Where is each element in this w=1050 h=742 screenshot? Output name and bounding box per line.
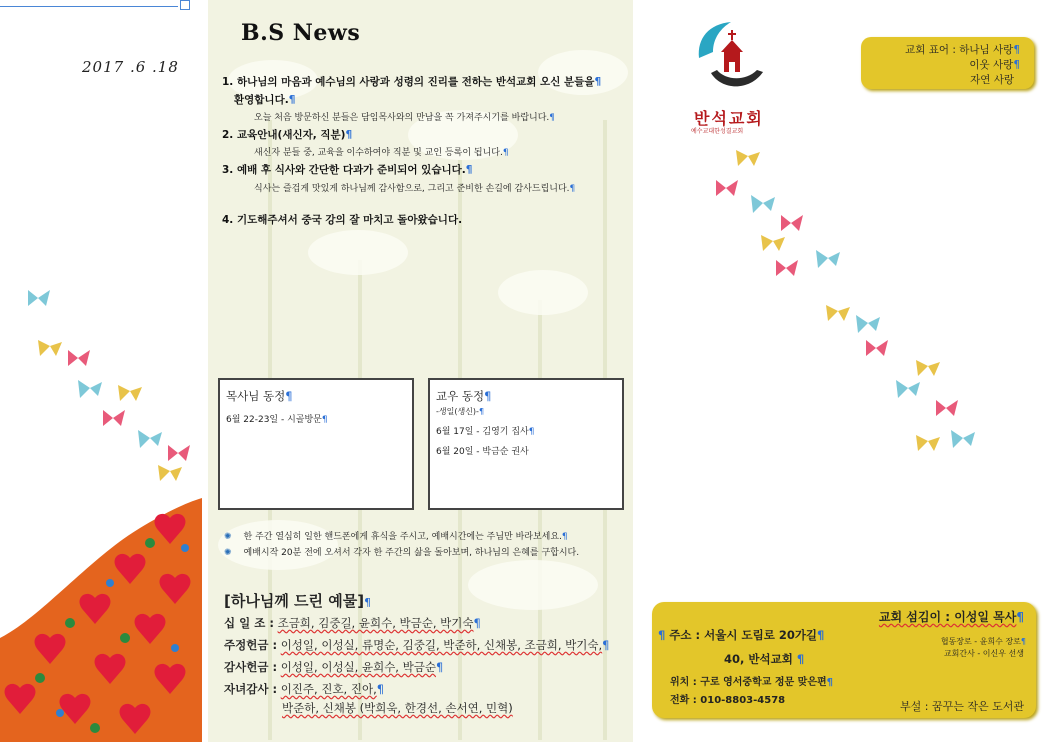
pastor-news-item: 6월 22-23일 - 시골방문¶ [226,415,328,425]
offering-row: 자녀감사 : 이진주, 진호, 진아,¶ [224,682,385,696]
members-news-title: 교우 동정¶ [436,389,492,403]
left-panel [0,0,205,742]
asterisk-bullet-icon: ✺ [224,532,232,542]
church-elder: 협동장로 - 윤희수 장로¶ [940,637,1026,646]
slogan-line: 자연 사랑 [970,74,1014,86]
flower-petal [468,560,598,610]
flower-stem [538,300,542,740]
news-item-4: 4. 기도해주셔서 중국 강의 잘 마치고 돌아왔습니다. [222,214,463,226]
slogan-line: 이웃 사랑¶ [969,59,1020,71]
church-info-card [652,602,1036,718]
notice-item: ✺ 한 주간 열심히 일한 핸드폰에게 휴식을 주시고, 예배시간에는 주님만 바라보세요.¶ [224,532,568,542]
offering-row: 감사헌금 : 이성일, 이성실, 윤희수, 박금순¶ [224,660,444,674]
asterisk-bullet-icon: ✺ [224,548,232,558]
offering-title: [하나님께 드린 예물]¶ [224,592,372,610]
church-location: 위치 : 구로 영서중학교 정문 맞은편¶ [670,677,834,688]
church-affiliate: 부설 : 꿈꾸는 작은 도서관 [900,700,1024,713]
church-slogan-box [861,37,1034,89]
publication-date: 2017 .6 .18 [82,58,179,76]
church-pastor-line: 교회 섬김이 : 이성일 목사¶ [878,610,1024,624]
members-news-item: -생일(생신)-¶ [436,407,485,416]
church-address: ¶ 주소 : 서울시 도림로 20가길¶ [658,628,825,642]
news-item-3-detail: 식사는 즐겁게 맛있게 하나님께 감사함으로, 그리고 준비한 손길에 감사드립니다.¶ [254,184,576,194]
members-news-item: 6월 17일 - 김영기 집사¶ [436,427,535,437]
members-news-item: 6월 20일 - 박금순 권사 [436,447,529,457]
flower-petal [308,230,408,275]
church-secretary: 교회간사 - 이신우 선생 [943,649,1024,658]
offering-row: 십 일 조 : 조금희, 김중길, 윤희수, 박금순, 박기숙¶ [224,616,481,630]
hearts-illustration [0,498,202,742]
pastor-news-title: 목사님 동정¶ [226,389,293,403]
table-move-handle-icon[interactable] [180,0,190,10]
church-info-panel [636,0,1050,742]
church-logo-icon [691,18,771,98]
church-denomination: 예수교대한성결교회 [691,128,744,135]
news-title: B.S News [241,20,361,46]
offering-row: 주정헌금 : 이성일, 이성실, 류명순, 김중길, 박준하, 신채봉, 조금희, 박기숙,¶ [224,638,610,652]
pastor-news-box [218,378,414,510]
slogan-line: 교회 표어 : 하나님 사랑¶ [905,44,1020,56]
butterflies-illustration [18,280,203,490]
news-item-2-detail: 새신자 분들 중, 교육을 이수하여야 직분 및 교인 등록이 됩니다.¶ [254,148,509,158]
members-news-box [428,378,624,510]
news-panel [208,0,633,742]
church-name: 반석교회 [694,109,764,128]
news-item-1-cont: 환영합니다.¶ [234,94,296,106]
notice-item: ✺ 예배시작 20분 전에 오셔서 각자 한 주간의 삶을 돌아보며, 하나님의 은혜를 구합시다. [224,548,580,558]
news-item-3: 3. 예배 후 식사와 간단한 다과가 준비되어 있습니다.¶ [222,164,473,176]
offering-row: 박준하, 신채봉 (박희욱, 한경선, 손서연, 민혁) [282,701,513,715]
flower-petal [498,270,588,315]
news-item-1: 1. 하나님의 마음과 예수님의 사랑과 성령의 진리를 전하는 반석교회 오신 분들을¶ [222,76,602,88]
church-address-line2: 40, 반석교회 ¶ [724,652,805,666]
header-rule [0,6,178,7]
news-item-1-detail: 오늘 처음 방문하신 분들은 담임목사와의 만남을 꼭 가져주시기를 바랍니다.¶ [254,113,555,123]
church-phone: 전화 : 010-8803-4578 [670,695,786,706]
butterflies-illustration [706,140,1046,470]
news-item-2: 2. 교육안내(새신자, 직분)¶ [222,129,353,141]
